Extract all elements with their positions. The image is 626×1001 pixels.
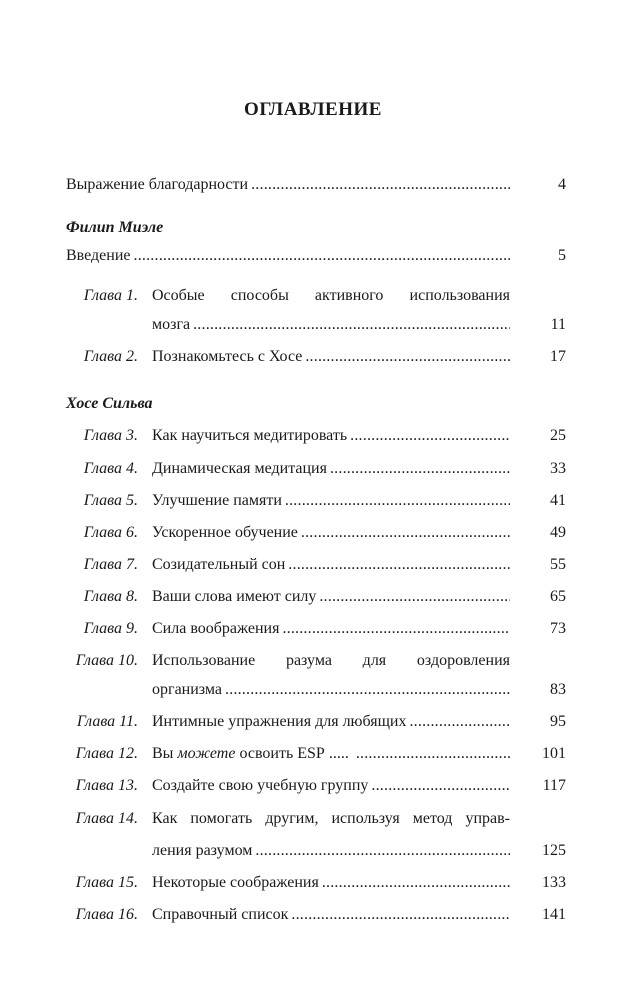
toc-page-number: 133 xyxy=(542,874,566,891)
toc-entry-introduction xyxy=(66,245,510,267)
toc-entry xyxy=(152,711,510,733)
toc-leader-dots xyxy=(305,346,510,368)
toc-entry-title: Выражение благодарности xyxy=(66,176,249,193)
toc-page-number: 41 xyxy=(550,492,566,509)
toc-page-number: 55 xyxy=(550,556,566,573)
toc-entry-title-emphasis: можете xyxy=(177,745,236,762)
chapter-label: Глава 15. xyxy=(75,874,138,891)
toc-page-number: 101 xyxy=(542,745,566,762)
chapter-label: Глава 14. xyxy=(75,810,138,827)
chapter-label: Глава 2. xyxy=(83,348,138,365)
toc-entry-acknowledgements xyxy=(66,174,510,196)
chapter-label: Глава 11. xyxy=(76,713,138,730)
toc-entry-title-post: освоить ESP xyxy=(235,745,325,762)
toc-entry xyxy=(152,872,510,894)
toc-entry xyxy=(152,743,510,765)
toc-page-number: 65 xyxy=(550,588,566,605)
toc-leader-dots xyxy=(371,775,510,797)
toc-leader-dots xyxy=(409,711,510,733)
toc-entry-title-gap: ..... xyxy=(328,745,349,762)
toc-entry xyxy=(152,425,510,447)
toc-page-number: 73 xyxy=(550,620,566,637)
toc-entry-title: Созидательный сон xyxy=(152,556,286,573)
toc-entry-continuation xyxy=(152,840,510,862)
toc-leader-dots xyxy=(291,904,510,926)
section-heading-miele: Филип Миэле xyxy=(66,219,164,236)
toc-page-number: 83 xyxy=(550,681,566,698)
toc-leader-dots xyxy=(193,314,510,336)
chapter-label: Глава 10. xyxy=(75,652,138,669)
toc-entry-title: Введение xyxy=(66,247,131,264)
toc-page-number: 17 xyxy=(550,348,566,365)
chapter-label: Глава 8. xyxy=(83,588,138,605)
toc-leader-dots xyxy=(319,586,510,608)
toc-entry-title: Создайте свою учебную группу xyxy=(152,777,369,794)
toc-entry xyxy=(152,775,510,797)
toc-entry-title: Интимные упражнения для любящих xyxy=(152,713,407,730)
toc-leader-dots xyxy=(251,174,510,196)
toc-entry xyxy=(152,346,510,368)
toc-leader-dots xyxy=(322,872,510,894)
toc-leader-dots xyxy=(285,490,510,512)
toc-page-number: 117 xyxy=(542,777,566,794)
toc-entry-title: Использование разума для оздоровления xyxy=(152,652,510,669)
chapter-label: Глава 16. xyxy=(75,906,138,923)
chapter-label: Глава 12. xyxy=(75,745,138,762)
toc-entry xyxy=(152,904,510,926)
toc-entry-title: Некоторые соображения xyxy=(152,874,319,891)
toc-page-number: 95 xyxy=(550,713,566,730)
toc-entry-continuation xyxy=(152,679,510,701)
toc-page-number: 25 xyxy=(550,427,566,444)
toc-leader-dots xyxy=(350,425,510,447)
toc-entry-title: Динамическая медитация xyxy=(152,460,327,477)
section-heading-silva: Хосе Сильва xyxy=(66,395,153,412)
toc-entry xyxy=(152,618,510,640)
toc-entry xyxy=(152,458,510,480)
toc-leader-dots xyxy=(255,840,510,862)
toc-entry-title: Особые способы активного использования xyxy=(152,287,510,304)
toc-entry-continuation xyxy=(152,314,510,336)
toc-entry-title: организма xyxy=(152,681,222,698)
toc-entry-title: Как научиться медитировать xyxy=(152,427,348,444)
toc-page-number: 141 xyxy=(542,906,566,923)
toc-leader-dots xyxy=(282,618,510,640)
chapter-label: Глава 13. xyxy=(75,777,138,794)
toc-leader-dots xyxy=(356,743,510,765)
toc-entry-title-pre: Вы xyxy=(152,745,178,762)
chapter-label: Глава 7. xyxy=(83,556,138,573)
toc-entry-title: Как помогать другим, используя метод управ- xyxy=(152,810,510,827)
toc-page-number: 49 xyxy=(550,524,566,541)
toc-entry-title: ления разумом xyxy=(152,842,253,859)
toc-entry xyxy=(152,554,510,576)
chapter-label: Глава 6. xyxy=(83,524,138,541)
chapter-label: Глава 3. xyxy=(83,427,138,444)
toc-page-number: 125 xyxy=(542,842,566,859)
toc-leader-dots xyxy=(301,522,510,544)
toc-page-number: 33 xyxy=(550,460,566,477)
chapter-label: Глава 5. xyxy=(83,492,138,509)
toc-entry-title: Справочный список xyxy=(152,906,289,923)
toc-entry-title: Сила воображения xyxy=(152,620,280,637)
chapter-label: Глава 1. xyxy=(83,287,138,304)
toc-entry-title: мозга xyxy=(152,316,191,333)
toc-page-number: 4 xyxy=(558,176,566,193)
toc-entry-title: Ваши слова имеют силу xyxy=(152,588,317,605)
toc-entry xyxy=(152,490,510,512)
chapter-label: Глава 4. xyxy=(83,460,138,477)
toc-entry-title: Улучшение памяти xyxy=(152,492,282,509)
toc-leader-dots xyxy=(330,458,510,480)
toc-leader-dots xyxy=(288,554,510,576)
toc-page-number: 5 xyxy=(558,247,566,264)
toc-entry xyxy=(152,586,510,608)
toc-entry-title: Ускоренное обучение xyxy=(152,524,298,541)
chapter-label: Глава 9. xyxy=(83,620,138,637)
page-title: ОГЛАВЛЕНИЕ xyxy=(244,99,382,120)
toc-page-number: 11 xyxy=(550,316,566,333)
toc-leader-dots xyxy=(134,245,511,267)
toc-entry-title: Познакомьтесь с Хосе xyxy=(152,348,303,365)
toc-entry xyxy=(152,522,510,544)
toc-entry-title xyxy=(152,743,353,765)
toc-leader-dots xyxy=(225,679,510,701)
